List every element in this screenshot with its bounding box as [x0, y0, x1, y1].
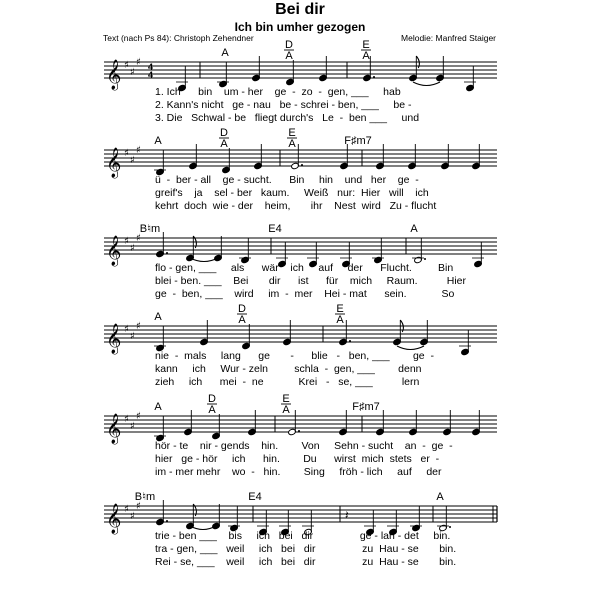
sharp-icon: ♯ [124, 324, 129, 335]
chord-bass: A [285, 50, 293, 62]
lyric-line-verse-3: zieh ich mei - ne Krei - se, ___ lern [155, 376, 420, 388]
chord-symbol: A [410, 223, 418, 235]
lyric-line-verse-3: Rei - se, ___ weil ich bei dir zu Hau - se bin. [155, 556, 457, 568]
chord-symbol: D [208, 393, 216, 405]
lyric-line-verse-2: kann ich Wur - zeln schla - gen, ___ denn [155, 363, 422, 375]
dot [349, 340, 351, 342]
chord-symbol: A [436, 491, 444, 503]
chord-symbol: E [362, 39, 370, 51]
lyric-line-verse-1: 1. Ich bin um - her ge - zo - gen, ___ hab [155, 86, 401, 98]
chord-bass: A [336, 314, 344, 326]
text-credit: Text (nach Ps 84): Christoph Zehendner [103, 33, 254, 43]
sharp-icon: ♯ [124, 60, 129, 71]
sharp-icon: ♯ [136, 411, 141, 422]
treble-clef-icon: 𝄞 [106, 324, 122, 354]
sharp-icon: ♯ [136, 233, 141, 244]
dot [166, 252, 168, 254]
sharp-icon: ♯ [130, 67, 135, 78]
chord-symbol: F♯m7 [352, 401, 380, 413]
treble-clef-icon: 𝄞 [106, 504, 122, 534]
chord-symbol: D [220, 127, 228, 139]
lyric-line-verse-1: trie - ben ___ bis ich bei dir ge - lan - det bin. [155, 530, 451, 542]
sharp-icon: ♯ [124, 504, 129, 515]
lyric-line-verse-2: hier ge - hör ich hin. Du wirst mich stets er - [155, 453, 440, 465]
chord-bass: A [220, 138, 228, 150]
dot [373, 76, 375, 78]
sharp-icon: ♯ [130, 331, 135, 342]
sharp-icon: ♯ [130, 155, 135, 166]
song-title: Bei dir [275, 1, 325, 18]
dot [449, 526, 451, 528]
chord-symbol: E [282, 393, 290, 405]
chord-symbol: A [154, 135, 162, 147]
chord-symbol: D [285, 39, 293, 51]
song-subtitle: Ich bin umher gezogen [234, 20, 366, 34]
treble-clef-icon: 𝄞 [106, 236, 122, 266]
chord-bass: A [208, 404, 216, 416]
lyric-line-verse-3: 3. Die Schwal - be fliegt durch's Le - ben ___ und [155, 112, 420, 124]
chord-symbol: F♯m7 [344, 135, 372, 147]
lyric-line-verse-3: im - mer mehr wo - hin. Sing fröh - lich auf der [155, 466, 442, 478]
lyric-line-verse-3: ge - ben, ___ wird im - mer Hei - mat sein. So [155, 288, 455, 300]
tie [413, 82, 440, 86]
chord-symbol: E [288, 127, 296, 139]
dot [424, 258, 426, 260]
chord-bass: A [282, 404, 290, 416]
dot [166, 520, 168, 522]
sharp-icon: ♯ [136, 501, 141, 512]
treble-clef-icon: 𝄞 [106, 148, 122, 178]
sharp-icon: ♯ [124, 236, 129, 247]
melody-credit: Melodie: Manfred Staiger [401, 33, 496, 43]
lyric-line-verse-2: 2. Kann's nicht ge - nau be - schrei - ben, ___ be - [155, 99, 412, 111]
chord-symbol: B♮m [134, 491, 156, 503]
time-signature-bottom: 4 [148, 70, 154, 80]
chord-bass: A [362, 50, 370, 62]
lyric-line-verse-3: kehrt doch wie - der heim, ihr Nest wird Zu - flucht [155, 200, 437, 212]
sharp-icon: ♯ [136, 57, 141, 68]
chord-symbol: B♮m [139, 223, 161, 235]
lyric-line-verse-2: blei - ben. ___ Bei dir ist für mich Raum. Hier [155, 275, 467, 287]
chord-symbol: A [154, 401, 162, 413]
chord-symbol: D [238, 303, 246, 315]
lyric-line-verse-2: greif's ja sel - ber kaum. Weiß nur: Hier will ich [155, 187, 429, 199]
sharp-icon: ♯ [124, 148, 129, 159]
sharp-icon: ♯ [130, 421, 135, 432]
sharp-icon: ♯ [136, 145, 141, 156]
sharp-icon: ♯ [130, 511, 135, 522]
chord-symbol: E4 [248, 491, 262, 503]
chord-symbol: E [336, 303, 344, 315]
treble-clef-icon: 𝄞 [106, 60, 122, 90]
lyric-line-verse-1: ü - ber - all ge - sucht. Bin hin und her ge - [155, 174, 419, 186]
time-signature-top: 4 [148, 62, 154, 72]
dot [301, 164, 303, 166]
lyric-line-verse-2: tra - gen, ___ weil ich bei dir zu Hau - se bin. [155, 543, 457, 555]
lyric-line-verse-1: nie - mals lang ge - blie - ben, ___ ge - [155, 350, 434, 362]
lyric-line-verse-1: flo - gen, ___ als wär ich auf der Flucht. Bin [155, 262, 454, 274]
sharp-icon: ♯ [124, 414, 129, 425]
dot [298, 430, 300, 432]
treble-clef-icon: 𝄞 [106, 414, 122, 444]
lyric-line-verse-1: hör - te nir - gends hin. Von Sehn - sucht an - ge - [155, 440, 453, 452]
sharp-icon: ♯ [130, 243, 135, 254]
chord-symbol: A [221, 47, 229, 59]
tie [190, 258, 218, 262]
chord-symbol: E4 [268, 223, 282, 235]
quarter-rest-icon: 𝄽 [345, 508, 349, 522]
chord-symbol: A [154, 311, 162, 323]
chord-bass: A [238, 314, 246, 326]
chord-bass: A [288, 138, 296, 150]
tie [397, 346, 424, 350]
sharp-icon: ♯ [136, 321, 141, 332]
